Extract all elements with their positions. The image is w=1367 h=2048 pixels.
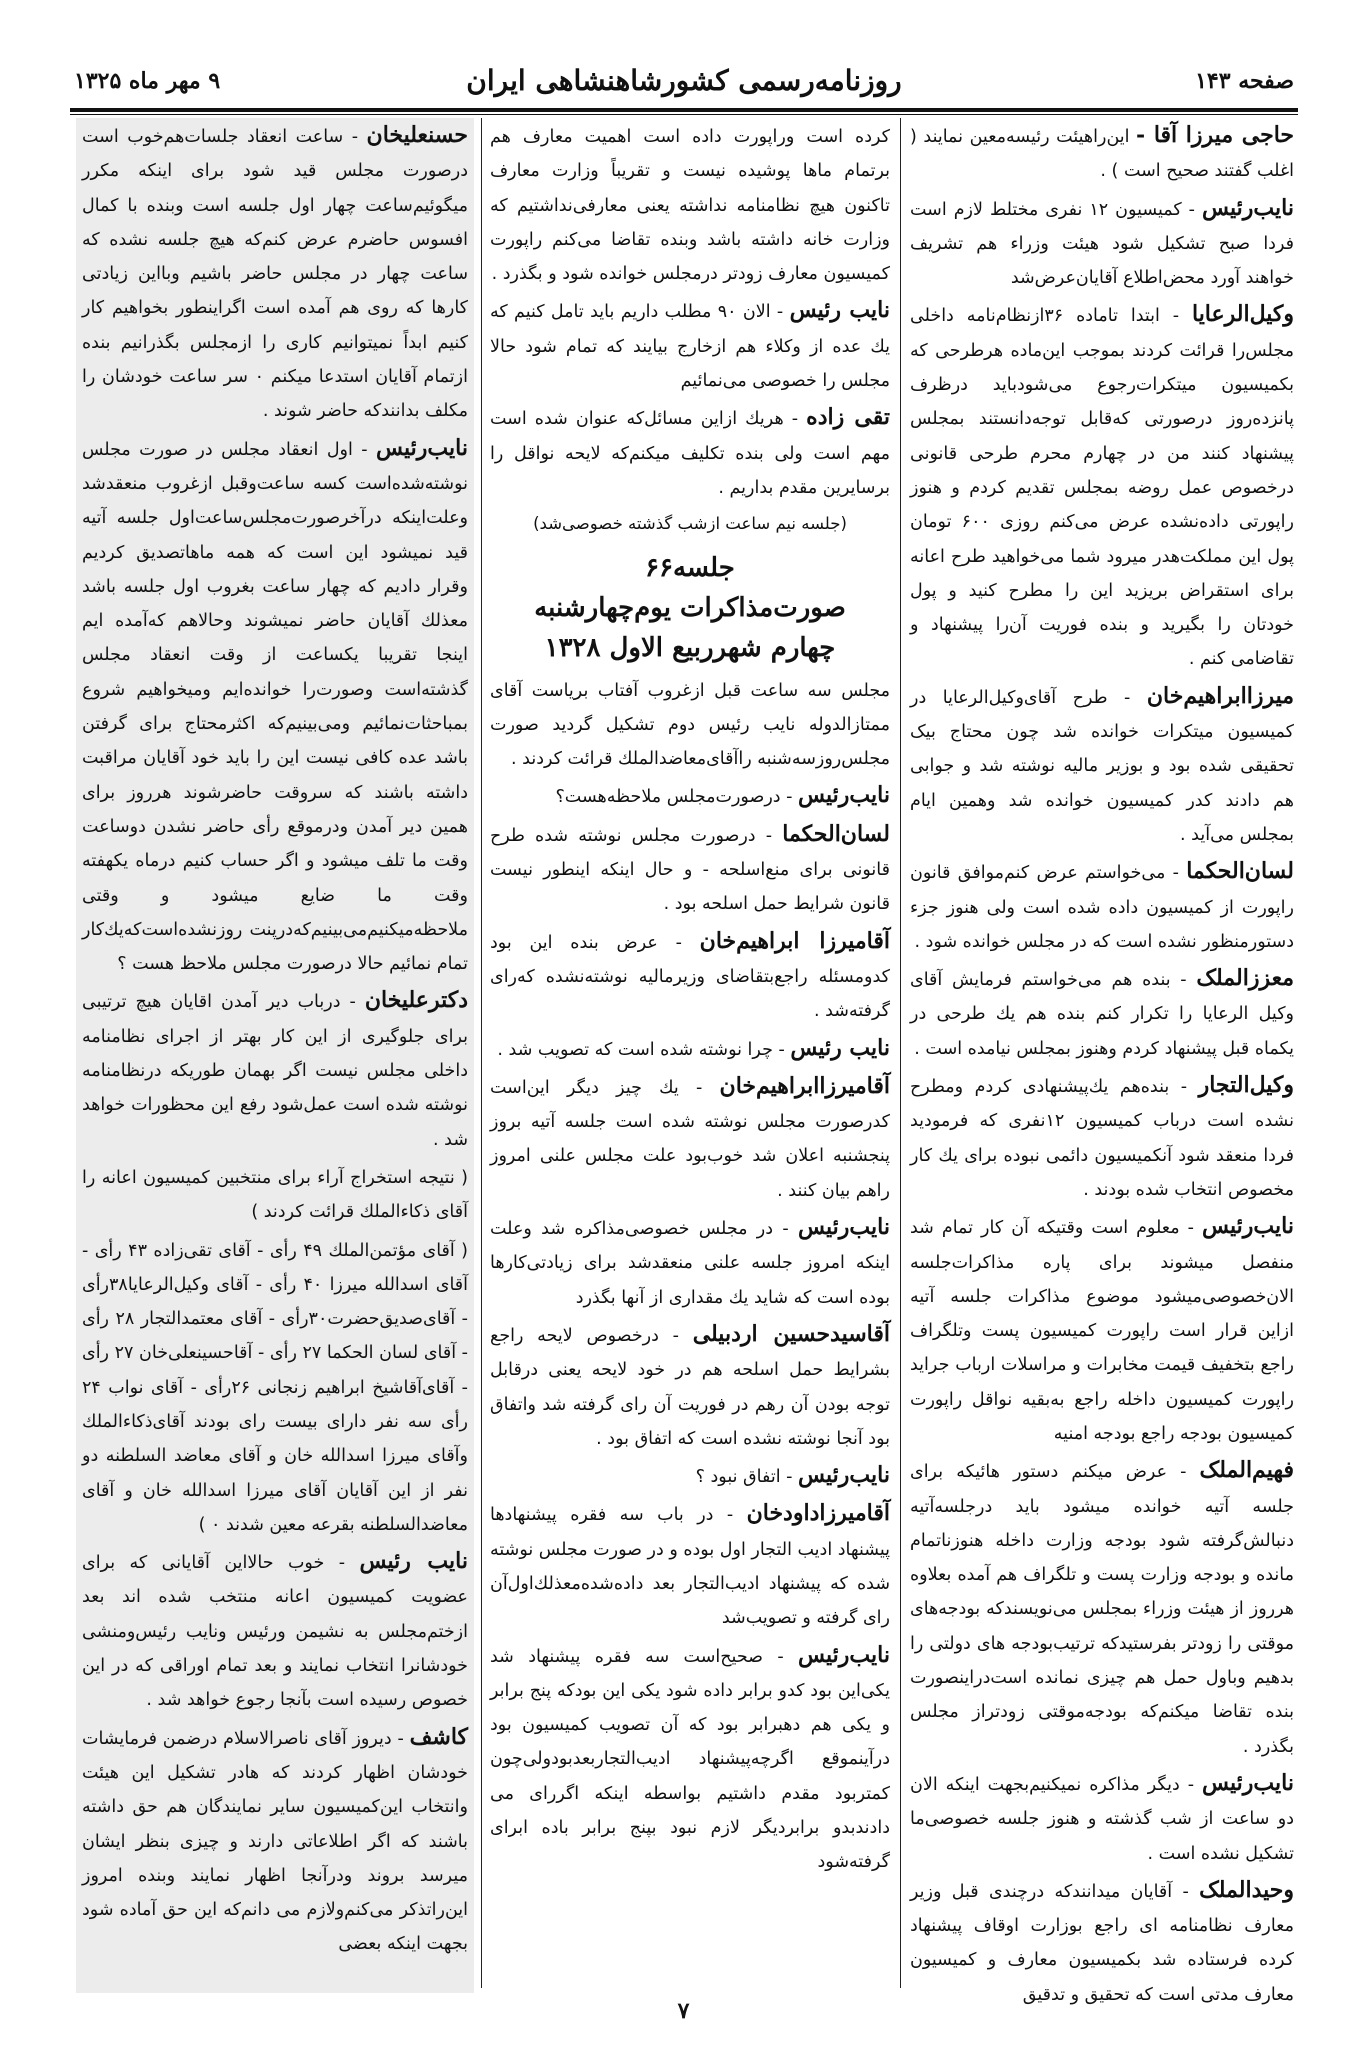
paragraph xyxy=(910,679,1294,852)
speech-text: - دیگر مذاکره نمیکنیم‌بجهت اینکه الان دو ساعت از شب گذشته و هنوز جلسه خصوصی‌ما تشکیل نشده است . xyxy=(910,1774,1294,1864)
speaker-name: وکیل‌الرعایا xyxy=(1191,301,1294,328)
column-middle xyxy=(490,118,890,1993)
speech-text: - درصورت مجلس نوشته شده طرح قانونی برای منع‌اسلحه - و حال اینکه اینطور نیست قانون شرایط حمل اسلحه بود . xyxy=(490,825,890,915)
speaker-name: نایب‌رئیس xyxy=(1202,1213,1294,1240)
paragraph xyxy=(82,1720,468,1962)
speaker-name: نایب‌رئیس xyxy=(798,1462,890,1489)
paragraph xyxy=(490,778,890,814)
speech-text: - معلوم است وقتیکه آن کار تمام شد منفصل میشوند برای پاره مذاکرات‌جلسه الان‌خصوصی‌میشود موضوع مذاکرات جلسه آتیه ازاین قرار است راپورت کمیسیون پست وتلگراف راجع بتخفیف قیمت مخابرات و مراسلات ارباب جراید راپورت کمیسیون داخله راجع به‌بقیه نواقل راپورت کمیسیون بودجه راجع بودجه امنیه xyxy=(910,1218,1294,1444)
speech-text: کرده است وراپورت داده است اهمیت معارف هم برتمام ماها پوشیده نیست و تقریباً وزارت معارف تاکنون هیچ نظامنامه نداشته یعنی معارفی‌نداشتیم که وزارت خانه داشته باشد وبنده تقاضا می‌کنم راپورت کمیسیون معارف زودتر درمجلس خوانده شود و بگذرد . xyxy=(490,127,890,285)
paragraph xyxy=(910,1873,1294,2012)
speech-text: - اتفاق نبود ؟ xyxy=(695,1467,798,1488)
speaker-name: نایب رئیس xyxy=(790,1034,890,1061)
paragraph xyxy=(490,1210,890,1315)
paragraph xyxy=(910,1453,1294,1764)
speaker-name: نایب‌رئیس xyxy=(376,434,468,461)
speaker-name: لسان‌الحکما xyxy=(782,820,890,847)
speaker-name: تقی زاده xyxy=(806,404,891,431)
speaker-name: کاشف xyxy=(409,1723,468,1750)
paragraph xyxy=(910,854,1294,959)
speech-text: - ساعت انعقاد جلسات‌هم‌خوب است درصورت مجلس قید شود برای اینکه مکرر میگوئیم‌ساعت چهار اول جلسه است وبنده با کمال افسوس حاضرم عرض کنم‌که هیچ جلسه نشده که ساعت چهار در مجلس حاضر باشیم وبااین زیادتی کارها که روی هم آمده است اگراینطور بخواهیم کار کنیم ابداً نمیتوانیم کاری را ازمجلس بگذرانیم بنده ازتمام آقایان استدعا میکنم ۰ سر ساعت خودشان را مکلف بدانندکه حاضر شوند . xyxy=(82,127,468,422)
header-page-label: صفحه ۱۴۳ xyxy=(1195,68,1294,94)
speech-text: - خوب حالااین آقایانی که برای عضویت کمیسیون اعانه منتخب شده اند بعد ازختم‌مجلس به نشیمن ورئیس ونایب رئیس‌ومنشی خودشانرا انتخاب نمایند و بعد تمام اوراقی که در این خصوص رسیده است بآنجا رجوع خواهد شد . xyxy=(82,1553,468,1711)
speaker-name: معززالملک xyxy=(1196,965,1294,992)
speaker-name: وحیدالملک xyxy=(1199,1876,1294,1903)
column-right xyxy=(910,118,1294,2005)
speaker-name: میرزاابراهیم‌خان xyxy=(1146,682,1294,709)
paragraph xyxy=(910,191,1294,296)
speech-text: - طرح آقای‌وکیل‌الرعایا در کمیسیون میتکرات خوانده شد چون محتاج بیک تحقیقی شده بود و بوزیر مالیه نوشته شد و جوابی هم دادند کدر کمیسیون خوانده شد وهمین ایام بمجلس می‌آید . xyxy=(910,687,1294,845)
speaker-name: آقامیرزاداودخان xyxy=(746,1500,890,1527)
speech-text: - درباب دیر آمدن اقایان هیچ ترتیبی برای جلوگیری از این کار بهتر از اجرای نظامنامه داخلی مجلس نیست اگر بهمان طوریکه درنظامنامه نوشته شده است عمل‌شود رفع این محظورات خواهد شد . xyxy=(82,992,468,1150)
paragraph xyxy=(490,1638,890,1880)
speech-text: - بنده‌هم یك‌پیشنهادی کردم ومطرح نشده است درباب کمیسیون ۱۲نفری که فرمودید فردا منعقد شود آنکمیسیون دائمی نبوده برای یك کار مخصوص انتخاب شده بودند . xyxy=(910,1077,1294,1200)
speaker-name: نایب‌رئیس xyxy=(798,1214,890,1241)
speech-text: - آقایان میدانندکه درچندی قبل وزیر معارف نظامنامه ای راجع بوزارت اوقاف پیشنهاد کرده فرستاده شد بکمیسیون معارف و کمیسیون معارف مدتی است که تحقیق و تدقیق xyxy=(910,1881,1294,2005)
speech-text: - صحیح‌است سه فقره پیشنهاد شد یکی‌این بود کدو برابر داده شود یکی این بودکه پنج برابر و یکی هم دهبرابر بود که آن تصویب کمیسیون بود درآینموقع اگرچه‌پیشنهاد ادیب‌التجاربعدبودولی‌چون کمتربود مقدم داشتیم بواسطه اینکه اگررای می دادندبدو برابردیگر لازم نبود بپنج برابر باده ابرای گرفته‌شود xyxy=(490,1646,890,1873)
paragraph xyxy=(490,672,890,777)
paragraph xyxy=(490,1496,890,1635)
speech-text: مجلس سه ساعت قبل ازغروب آفتاب بریاست آقای ممتازالدوله نایب رئیس دوم تشکیل گردید صورت مجلس‌روزسه‌شنبه راآقای‌معاضدالملك قرائت کردند . xyxy=(490,680,890,770)
session-closing-note: (جلسه نیم ساعت ازشب گذشته خصوصی‌شد) xyxy=(533,514,847,534)
paragraph xyxy=(490,118,890,291)
header-rule xyxy=(70,108,1298,112)
header-rule-thin xyxy=(70,114,1298,115)
speaker-name: نایب رئیس xyxy=(359,1548,468,1575)
paragraph xyxy=(910,118,1294,189)
paragraph xyxy=(82,431,468,982)
speaker-name: حسنعلیخان xyxy=(366,122,468,148)
speaker-name: آقامیرزا ابراهیم‌خان xyxy=(699,927,890,954)
paragraph xyxy=(910,1766,1294,1871)
speech-text: - هريك ازاین مسائل‌که عنوان شده است مهم است ولی بنده تکلیف میکنم‌که لایحه نواقل را برسایرین مقدم بداریم . xyxy=(490,409,890,498)
speech-text: - عرض بنده این بود کدومسئله راجع‌بتقاضای وزیرمالیه نوشته‌نشده که‌رای گرفته‌شد . xyxy=(490,932,890,1022)
paragraph xyxy=(490,817,890,922)
speech-text: - کمیسیون ۱۲ نفری مختلط لازم است فردا صبح تشکیل شود هیئت وزراء هم تشریف خواهند آورد محض‌اطلاع آقایان‌عرض‌شد xyxy=(910,199,1294,289)
column-divider-right xyxy=(900,118,901,1988)
session-title-line2: چهارم شهرربیع الاول ۱۳۲۸ xyxy=(544,632,836,663)
speaker-name: وکیل‌التجار xyxy=(1198,1072,1294,1099)
speech-text: - ابتدا تاماده ۳۶ازنظام‌نامه داخلی مجلس‌را قرائت کردند بموجب این‌ماده هرطرحی که بکمیسیون میتکرات‌رجوع می‌شودباید درظرف پانزده‌روز درصورتی که‌قابل توجه‌دانستند بمجلس پیشنهاد کنند من در چهارم محرم طرحی قانونی درخصوص عمل روضه بمجلس تقدیم کردم و هنوز راپورتی داده‌نشده عرض می‌کنم روزی ۶۰۰ تومان پول این مملکت‌هدر میرود شما می‌خواهید طرح اعانه برای استقراض بریزید این را مطرح کنید و پول خودتان را بگیرید و بنده فوریت آن‌را پیشنهاد و تقاضامی کنم . xyxy=(910,306,1294,670)
speech-text: - عرض میکنم دستور هائیکه برای جلسه آتیه خوانده میشود باید درجلسه‌آتیه دنبالش‌گرفته شود بودجه وزارت داخله هنوزناتمام مانده و بودجه وزارت پست و تلگراف هم آمده بعلاوه هرروز از هیئت وزراء بمجلس می‌نویسندکه بودجه‌های موقتی را زودتر بفرستیدکه ترتیب‌بودجه های دولتی را بدهیم وباول حمل هم چیزی نمانده است‌دراینصورت بنده تقاضا میکنم‌که بودجه‌موقتی زودتر‌از مجلس بگذرد . xyxy=(910,1462,1294,1757)
paragraph xyxy=(490,400,890,505)
page-number: ۷ xyxy=(677,1998,690,2024)
speech-text: - می‌خواستم عرض کنم‌موافق قانون راپورت از کمیسیون داده شده است ولی هنوز جزء دستورمنظور نشده است که در مجلس خوانده شود . xyxy=(910,863,1294,952)
paragraph xyxy=(490,924,890,1029)
speaker-name: آقاسیدحسین اردبیلی xyxy=(692,1320,891,1347)
paragraph xyxy=(82,1544,468,1717)
paragraph xyxy=(490,1031,890,1067)
speech-text: - اول انعقاد مجلس در صورت مجلس نوشته‌شده‌است کسه ساعت‌وقبل ازغروب منعقدشد وعلت‌اینکه درآخرصورت‌مجلس‌ساعت‌اول جلسه آتیه قید نمیشود این است که همه ماها‌تصدیق کردیم وقرار دادیم که چهار ساعت بغروب اول جلسه باشد معذلك آقایان حاضر نمیشوند وحالاهم که‌آمده ایم اینجا تقریبا یکساعت از وقت انعقاد مجلس گذشته‌است وصورت‌را خوانده‌ایم ومیخواهیم شروع بمباحثات‌نمائیم ومی‌بینیم‌که اکثرمحتاج برای گرفتن باشد عده کافی نیست این را باید خود آقایان مراقبت داشته باشند که سروقت حاضرشوند هرروز برای همین دیر آمدن ودرموقع رأی حاضر نشدن دوساعت وقت ما تلف میشود و اگر حساب کنیم درماه یکهفته وقت ما ضایع میشود و وقتی ملاحظه‌میکنیم‌می‌بینیم‌که‌درپنت روزنشده‌است‌که‌یك‌کار تمام نمائیم حالا درصورت مجلس ملاحظ هست ؟ xyxy=(82,439,468,975)
speech-text: - در مجلس خصوصی‌مذاکره شد وعلت اینکه امروز جلسه علنی منعقدشد برای زیادتی‌کارها بوده است که شاید يك مقداری از آنها بگذرد xyxy=(490,1219,890,1308)
speech-text: - الان ۹۰ مطلب داریم باید تامل کنیم که یك عده‌ از وکلاء هم ازخارج بیایند که تمام شود حالا مجلس را خصوصی می‌نمائیم xyxy=(490,302,890,392)
session-number: جلسه۶۶ xyxy=(645,552,735,583)
paragraph xyxy=(82,1232,468,1543)
speech-text: - در باب سه فقره پیشنهادها پیشنهاد ادیب التجار اول بوده و در صورت مجلس نوشته شده که پیشنهاد ادیب‌التجار بعد داده‌شده‌معذلك‌اول‌آن رای گرفته و تصویب‌شد xyxy=(490,1505,890,1629)
speaker-name: نایب‌رئیس xyxy=(798,782,890,809)
paragraph xyxy=(910,297,1294,676)
paragraph xyxy=(82,118,468,429)
speaker-name: آقامیرزاابراهیم‌خان xyxy=(719,1072,890,1099)
session-title-line1: صورت‌مذاکرات یوم‌چهارشنبه xyxy=(534,592,846,623)
paragraph xyxy=(82,983,468,1156)
paragraph xyxy=(82,1159,468,1230)
speaker-name: دکترعلیخان xyxy=(364,987,468,1014)
speech-text: - چرا نوشته شده است که تصویب شد . xyxy=(497,1039,791,1060)
column-divider-left xyxy=(481,118,482,1988)
speech-text: - يك چيز ديگر این‌است کدرصورت مجلس نوشته شده است جلسه آتیه بروز پنجشنبه اعلان شد خوب‌بود علت مجلس علنی امروز راهم بیان کنند . xyxy=(490,1077,890,1201)
speaker-name: نایب رئیس xyxy=(789,297,890,324)
speech-text: ( نتیجه استخراج آراء برای منتخبین کمیسیون اعانه را آقای ذکاءالملك قرائت کردند ) xyxy=(82,1167,468,1223)
speech-text: - دیروز آقای ناصرالاسلام درضمن فرمایشات خودشان اظهار کردند که هادر تشکیل این هیئت وانتخاب این‌کمیسیون سایر نمایندگان هم حق داشته باشند که اگر اطلاعاتی دارند و چیزی بنظر ایشان میرسد بروند ودرآنجا اظهار نمایند وبنده امروز این‌راتذکر می‌کنم‌ولازم می دانم‌که این حق آماده شود بجهت اینکه بعضی xyxy=(82,1728,468,1955)
speech-text: - بنده هم می‌خواستم فرمایش آقای وکیل الرعایا را تکرار کنم بنده هم یك طرحی در یکماه قبل پیشنهاد کردم وهنوز بمجلس نیامده است . xyxy=(910,970,1294,1059)
paragraph xyxy=(910,961,1294,1066)
speech-text: - درصورت‌مجلس ملاحظه‌هست؟ xyxy=(555,787,798,808)
speaker-name: حاجی میرزا آقا - xyxy=(1136,122,1294,148)
session-heading xyxy=(490,548,890,668)
speech-text: این‌راهیئت رئیسه‌معین نمایند ( اغلب گفتند صحیح است ) . xyxy=(910,127,1294,182)
header-title: روزنامه‌رسمی کشورشاهنشاهی ایران xyxy=(466,64,902,97)
speaker-name: نایب‌رئیس xyxy=(1201,194,1294,221)
paragraph xyxy=(490,293,890,398)
paragraph xyxy=(490,1069,890,1208)
paragraph xyxy=(910,1209,1294,1451)
speaker-name: نایب‌رئیس xyxy=(798,1641,890,1668)
speech-text: ( آقای مؤتمن‌الملك ۴۹ رأی - آقای تقی‌زاده ۴۳ رأی - آقای اسدالله میرزا ۴۰ رأی - آقای وکیل‌الرعایا۳۸رأی - آقای‌صدیق‌حضرت۳۰رأی - آقای معتمدالتجار ۲۸ رأی - آقای لسان الحکما ۲۷ رأی - آقاحسینعلی‌خان ۲۷ رأی - آقای‌آقاشیخ ابراهیم زنجانی ۲۶رأی - آقای نواب ۲۴ رأی سه نفر دارای بیست رای بودند آقای‌ذکاءالملك وآقای میرزا اسدالله خان و آقای معاضد السلطنه دو نفر از این آقایان آقای میرزا اسدالله خان و آقای معاضدالسلطنه بقرعه معین شدند ۰ ) xyxy=(82,1240,469,1535)
speaker-name: نایب‌رئیس xyxy=(1202,1769,1294,1796)
speaker-name: فهیم‌الملک xyxy=(1199,1457,1294,1484)
paragraph xyxy=(490,1458,890,1494)
paragraph xyxy=(910,1068,1294,1207)
speaker-name: لسان‌الحکما xyxy=(1186,858,1294,885)
column-left xyxy=(76,118,474,1993)
speech-text: - درخصوص لایحه راجع بشرایط حمل اسلحه هم در خود لایحه یعنی درقابل توجه بودن آن رهم در فوریت آن رای گرفته شد واتفاق بود آنجا نوشته نشده است که اتفاق بود . xyxy=(490,1325,890,1449)
header-date: ۹ مهر ماه ۱۳۲۵ xyxy=(74,68,221,94)
paragraph xyxy=(490,1317,890,1456)
